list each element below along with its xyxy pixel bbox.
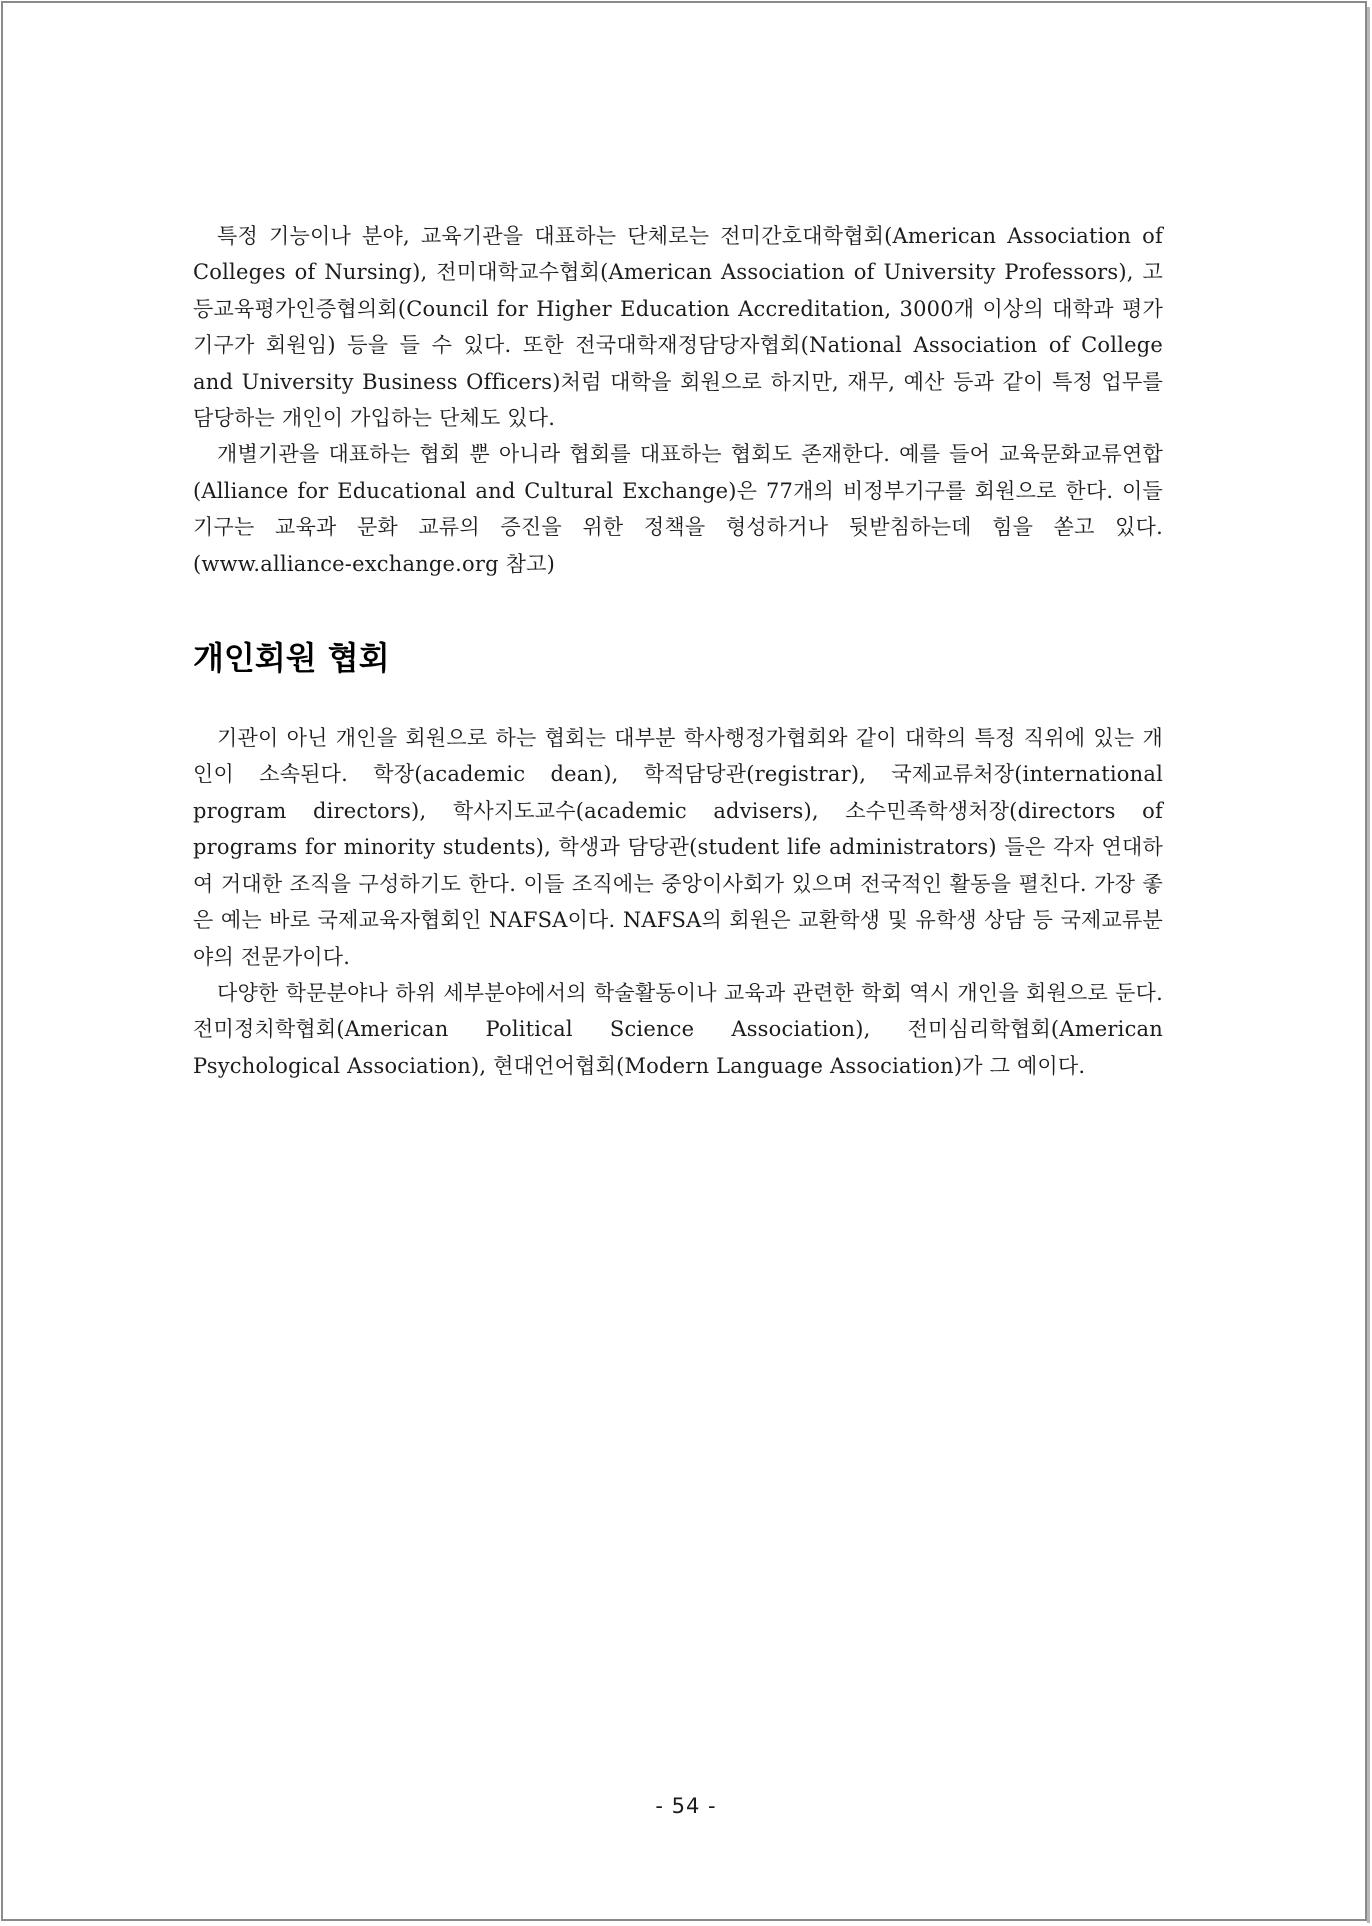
page-number: - 54 - (655, 1794, 717, 1818)
section-heading: 개인회원 협회 (193, 639, 390, 678)
paragraph: 특정 기능이나 분야, 교육기관을 대표하는 단체로는 전미간호대학협회(American Association of Colleges of Nursing), 전미대학교수협회(American Association of University Professors), 고등교육평가인증협의회(Council for Higher Education Accreditation, 3000개 이상의 대학과 평가기구가 회원임) 등을 들 수 있다. 또한 전국대학재정담당자협회(National Association of College and University Business Officers)처럼 대학을 회원으로 하지만, 재무, 예산 등과 같이 특정 업무를 담당하는 개인이 가입하는 단체도 있다. (193, 224, 1163, 431)
document-body (193, 218, 1163, 1084)
paragraph: 기관이 아닌 개인을 회원으로 하는 협회는 대부분 학사행정가협회와 같이 대학의 특정 직위에 있는 개인이 소속된다. 학장(academic dean), 학적담당관(registrar), 국제교류처장(international program directors), 학사지도교수(academic advisers), 소수민족학생처장(directors of programs for minority students), 학생과 담당관(student life administrators) 들은 각자 연대하여 거대한 조직을 구성하기도 한다. 이들 조직에는 중앙이사회가 있으며 전국적인 활동을 펼친다. 가장 좋은 예는 바로 국제교육자협회인 NAFSA이다. NAFSA의 회원은 교환학생 및 유학생 상담 등 국제교류분야의 전문가이다. (193, 726, 1163, 969)
paragraph: 다양한 학문분야나 하위 세부분야에서의 학술활동이나 교육과 관련한 학회 역시 개인을 회원으로 둔다. 전미정치학협회(American Political Science Association), 전미심리학협회(American Psychological Association), 현대언어협회(Modern Language Association)가 그 예이다. (193, 980, 1163, 1078)
paragraph: 개별기관을 대표하는 협회 뿐 아니라 협회를 대표하는 협회도 존재한다. 예를 들어 교육문화교류연합(Alliance for Educational and Cultural Exchange)은 77개의 비정부기구를 회원으로 한다. 이들 기구는 교육과 문화 교류의 증진을 위한 정책을 형성하거나 뒷받침하는데 힘을 쏟고 있다. (www.alliance-exchange.org 참고) (193, 442, 1163, 576)
